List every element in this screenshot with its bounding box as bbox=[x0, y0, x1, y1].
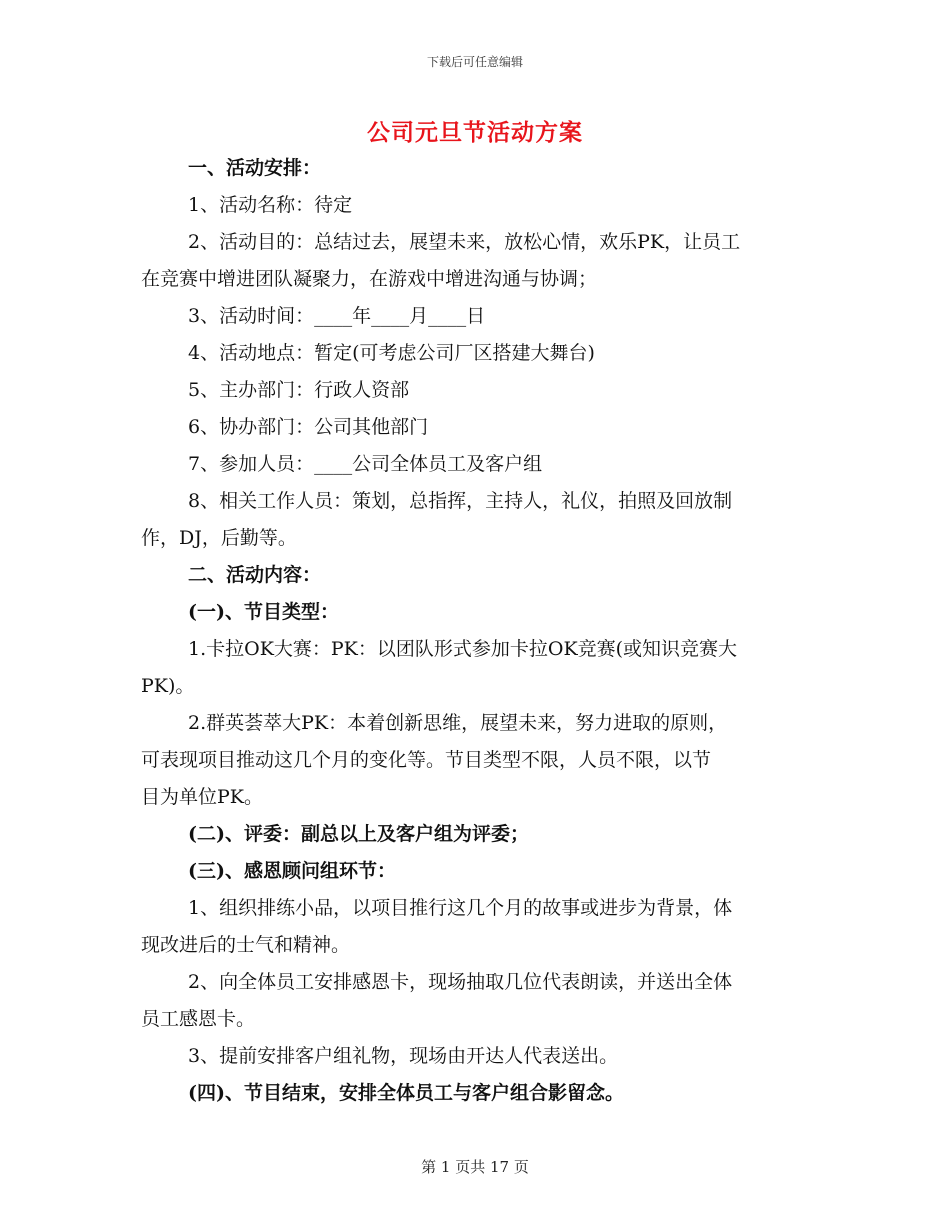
paragraph-line: 2、向全体员工安排感恩卡，现场抽取几位代表朗读，并送出全体 bbox=[188, 971, 733, 993]
paragraph-line: 2、活动目的：总结过去，展望未来，放松心情，欢乐PK，让员工 bbox=[188, 231, 741, 253]
paragraph-line: 2.群英荟萃大PK：本着创新思维，展望未来，努力进取的原则， bbox=[188, 712, 728, 734]
paragraph-line: 现改进后的士气和精神。 bbox=[141, 934, 351, 956]
paragraph-line: 可表现项目推动这几个月的变化等。节目类型不限，人员不限，以节 bbox=[141, 749, 712, 771]
subsection-heading: (三)、感恩顾问组环节： bbox=[188, 860, 396, 882]
section-heading: 二、活动内容： bbox=[188, 564, 322, 586]
paragraph-line: 4、活动地点：暂定(可考虑公司厂区搭建大舞台) bbox=[188, 342, 595, 364]
paragraph-line: 6、协办部门：公司其他部门 bbox=[188, 416, 429, 438]
paragraph-line: 1.卡拉OK大赛：PK：以团队形式参加卡拉OK竞赛(或知识竞赛大 bbox=[188, 638, 738, 660]
paragraph-line: 5、主办部门：行政人资部 bbox=[188, 379, 410, 401]
paragraph-line: 1、组织排练小品，以项目推行这几个月的故事或进步为背景，体 bbox=[188, 897, 733, 919]
paragraph-line: PK)。 bbox=[141, 675, 195, 697]
paragraph-line: 7、参加人员：____公司全体员工及客户组 bbox=[188, 453, 543, 475]
document-title: 公司元旦节活动方案 bbox=[367, 119, 583, 146]
document-body bbox=[141, 150, 809, 1112]
paragraph-line: 3、活动时间：____年____月____日 bbox=[188, 305, 486, 327]
paragraph-line: 3、提前安排客户组礼物，现场由开达人代表送出。 bbox=[188, 1045, 619, 1067]
subsection-heading: (一)、节目类型： bbox=[188, 601, 339, 623]
paragraph-line: 目为单位PK。 bbox=[141, 786, 263, 808]
paragraph-line: 作，DJ，后勤等。 bbox=[141, 527, 297, 549]
section-heading: 一、活动安排： bbox=[188, 157, 322, 179]
paragraph-line: 1、活动名称：待定 bbox=[188, 194, 353, 216]
paragraph-line: 在竞赛中增进团队凝聚力，在游戏中增进沟通与协调； bbox=[141, 268, 598, 290]
paragraph-line: 8、相关工作人员：策划，总指挥，主持人，礼仪，拍照及回放制 bbox=[188, 490, 733, 512]
header-note: 下载后可任意编辑 bbox=[426, 55, 523, 69]
subsection-heading: (二)、评委：副总以上及客户组为评委； bbox=[188, 823, 529, 845]
paragraph-line: 员工感恩卡。 bbox=[141, 1008, 256, 1030]
subsection-heading: (四)、节目结束，安排全体员工与客户组合影留念。 bbox=[188, 1082, 624, 1104]
page-footer: 第 1 页共 17 页 bbox=[421, 1158, 529, 1176]
